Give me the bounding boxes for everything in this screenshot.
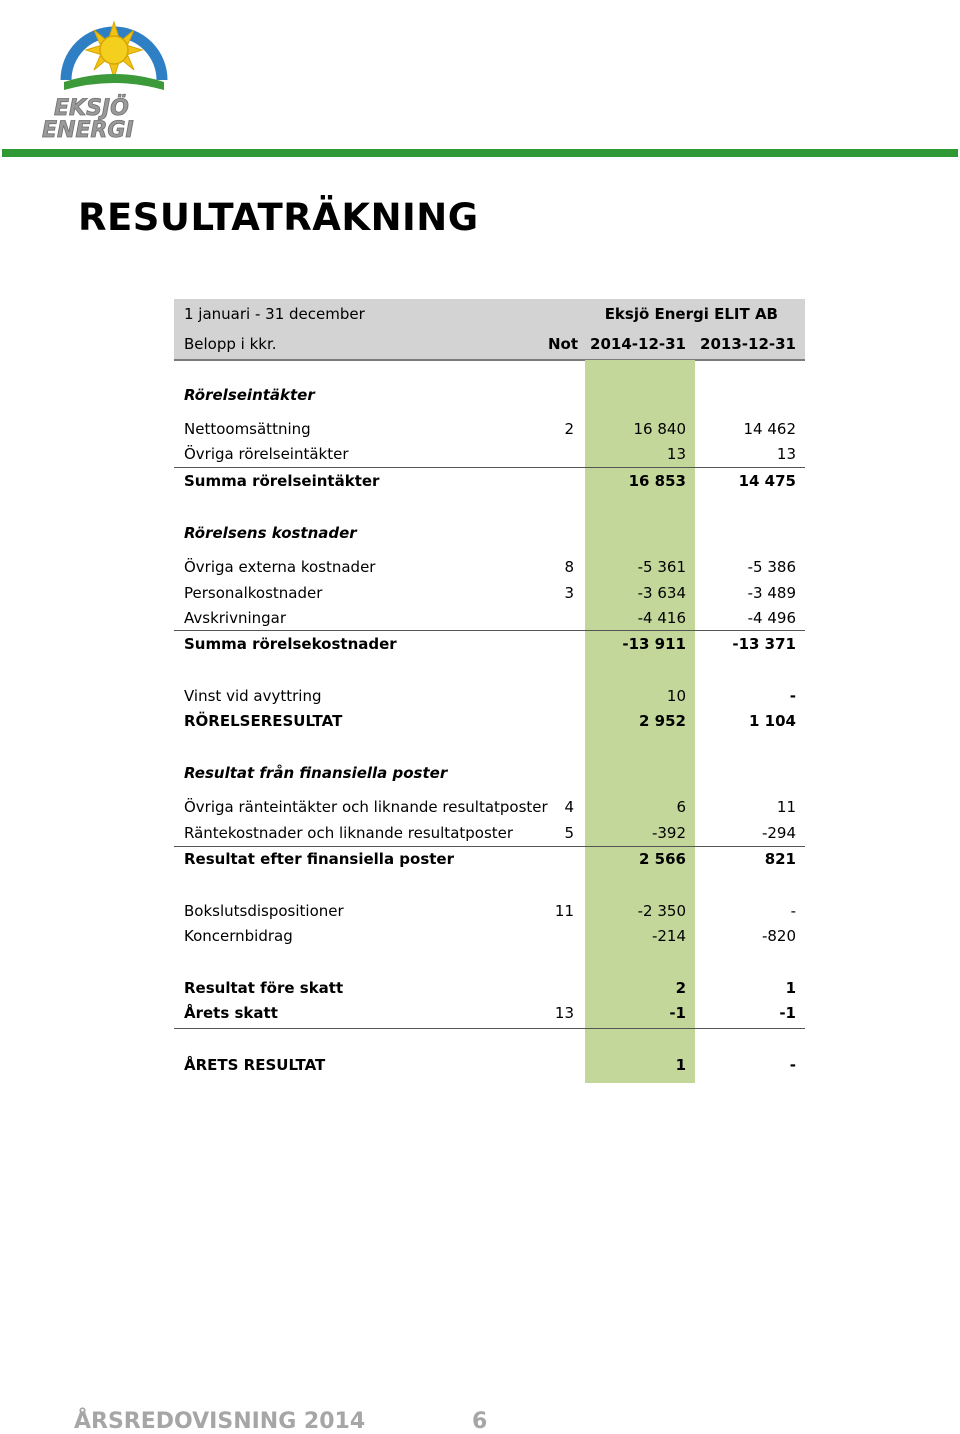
row-value-2013: - bbox=[789, 1056, 796, 1074]
row-value-2014: 13 bbox=[666, 445, 686, 463]
row-value-2013: 14 462 bbox=[743, 420, 796, 438]
row-value-2014: 10 bbox=[666, 687, 686, 705]
row-label: Personalkostnader bbox=[184, 584, 323, 602]
row-value-2014: 1 bbox=[675, 1056, 686, 1074]
row-value-2014: 2 566 bbox=[639, 850, 686, 868]
row-value-2013: -1 bbox=[779, 1004, 796, 1022]
row-label: Övriga ränteintäkter och liknande resultatposter bbox=[184, 798, 548, 816]
row-label: Resultat före skatt bbox=[184, 979, 344, 997]
row-note: 5 bbox=[564, 824, 574, 842]
row-note: 3 bbox=[564, 584, 574, 602]
row-label: Summa rörelseintäkter bbox=[184, 472, 380, 490]
row-value-2014: -5 361 bbox=[637, 558, 686, 576]
row-note: 8 bbox=[564, 558, 574, 576]
row-value-2014: 2 bbox=[675, 979, 686, 997]
row-note: 4 bbox=[564, 798, 574, 816]
section-heading: Rörelseintäkter bbox=[184, 386, 315, 404]
year1-column-header: 2014-12-31 bbox=[590, 335, 686, 353]
logo-line2: ENERGI bbox=[42, 118, 134, 142]
row-value-2013: 11 bbox=[776, 798, 796, 816]
row-value-2013: 1 bbox=[785, 979, 796, 997]
year2-column-header: 2013-12-31 bbox=[700, 335, 796, 353]
row-value-2014: 2 952 bbox=[639, 712, 686, 730]
subtotal-rule bbox=[174, 630, 805, 631]
company-name: Eksjö Energi ELIT AB bbox=[604, 305, 778, 323]
subtotal-rule bbox=[174, 467, 805, 468]
row-value-2013: - bbox=[789, 687, 796, 705]
row-label: Räntekostnader och liknande resultatposter bbox=[184, 824, 514, 842]
row-label: Resultat efter finansiella poster bbox=[184, 850, 454, 868]
row-value-2014: 16 853 bbox=[628, 472, 686, 490]
row-value-2013: -4 496 bbox=[747, 609, 796, 627]
row-label: Koncernbidrag bbox=[184, 927, 293, 945]
row-label: Bokslutsdispositioner bbox=[184, 902, 344, 920]
row-value-2013: -294 bbox=[761, 824, 796, 842]
row-value-2013: 14 475 bbox=[738, 472, 796, 490]
row-label: Årets skatt bbox=[184, 1004, 278, 1022]
row-value-2014: -2 350 bbox=[637, 902, 686, 920]
row-value-2013: 821 bbox=[764, 850, 796, 868]
row-value-2014: 16 840 bbox=[633, 420, 686, 438]
row-note: 11 bbox=[554, 902, 574, 920]
header-green-rule bbox=[2, 149, 958, 157]
page-number: 6 bbox=[472, 1409, 488, 1434]
row-label: Övriga rörelseintäkter bbox=[184, 445, 349, 463]
subtotal-rule bbox=[174, 846, 805, 847]
row-value-2014: -214 bbox=[651, 927, 686, 945]
row-label: RÖRELSERESULTAT bbox=[184, 712, 343, 730]
row-note: 2 bbox=[564, 420, 574, 438]
row-value-2014: -1 bbox=[669, 1004, 686, 1022]
logo-graphic bbox=[36, 2, 186, 142]
row-value-2013: - bbox=[790, 902, 796, 920]
footer-report-title: ÅRSREDOVISNING 2014 bbox=[74, 1409, 366, 1434]
page-title: RESULTATRÄKNING bbox=[78, 196, 479, 239]
row-value-2014: -3 634 bbox=[637, 584, 686, 602]
row-value-2013: 13 bbox=[776, 445, 796, 463]
row-label: Övriga externa kostnader bbox=[184, 558, 376, 576]
company-logo bbox=[36, 2, 186, 142]
row-value-2013: 1 104 bbox=[749, 712, 796, 730]
row-value-2013: -13 371 bbox=[732, 635, 796, 653]
subtotal-rule bbox=[174, 1028, 805, 1029]
period-label: 1 januari - 31 december bbox=[184, 305, 365, 323]
row-label: Nettoomsättning bbox=[184, 420, 311, 438]
row-value-2014: -4 416 bbox=[637, 609, 686, 627]
row-label: ÅRETS RESULTAT bbox=[184, 1056, 326, 1074]
section-heading: Rörelsens kostnader bbox=[184, 524, 357, 542]
note-column-header: Not bbox=[547, 335, 578, 353]
row-label: Vinst vid avyttring bbox=[184, 687, 322, 705]
logo-line1: EKSJÖ bbox=[54, 96, 129, 121]
row-value-2013: -820 bbox=[761, 927, 796, 945]
row-value-2013: -5 386 bbox=[747, 558, 796, 576]
row-value-2013: -3 489 bbox=[747, 584, 796, 602]
section-heading: Resultat från finansiella poster bbox=[184, 764, 448, 782]
row-note: 13 bbox=[554, 1004, 574, 1022]
page-footer bbox=[74, 1409, 488, 1434]
row-value-2014: 6 bbox=[676, 798, 686, 816]
row-label: Avskrivningar bbox=[184, 609, 287, 627]
income-statement-table bbox=[174, 299, 805, 1083]
row-value-2014: -392 bbox=[651, 824, 686, 842]
amount-unit-label: Belopp i kkr. bbox=[184, 335, 277, 353]
row-value-2014: -13 911 bbox=[622, 635, 686, 653]
row-label: Summa rörelsekostnader bbox=[184, 635, 397, 653]
